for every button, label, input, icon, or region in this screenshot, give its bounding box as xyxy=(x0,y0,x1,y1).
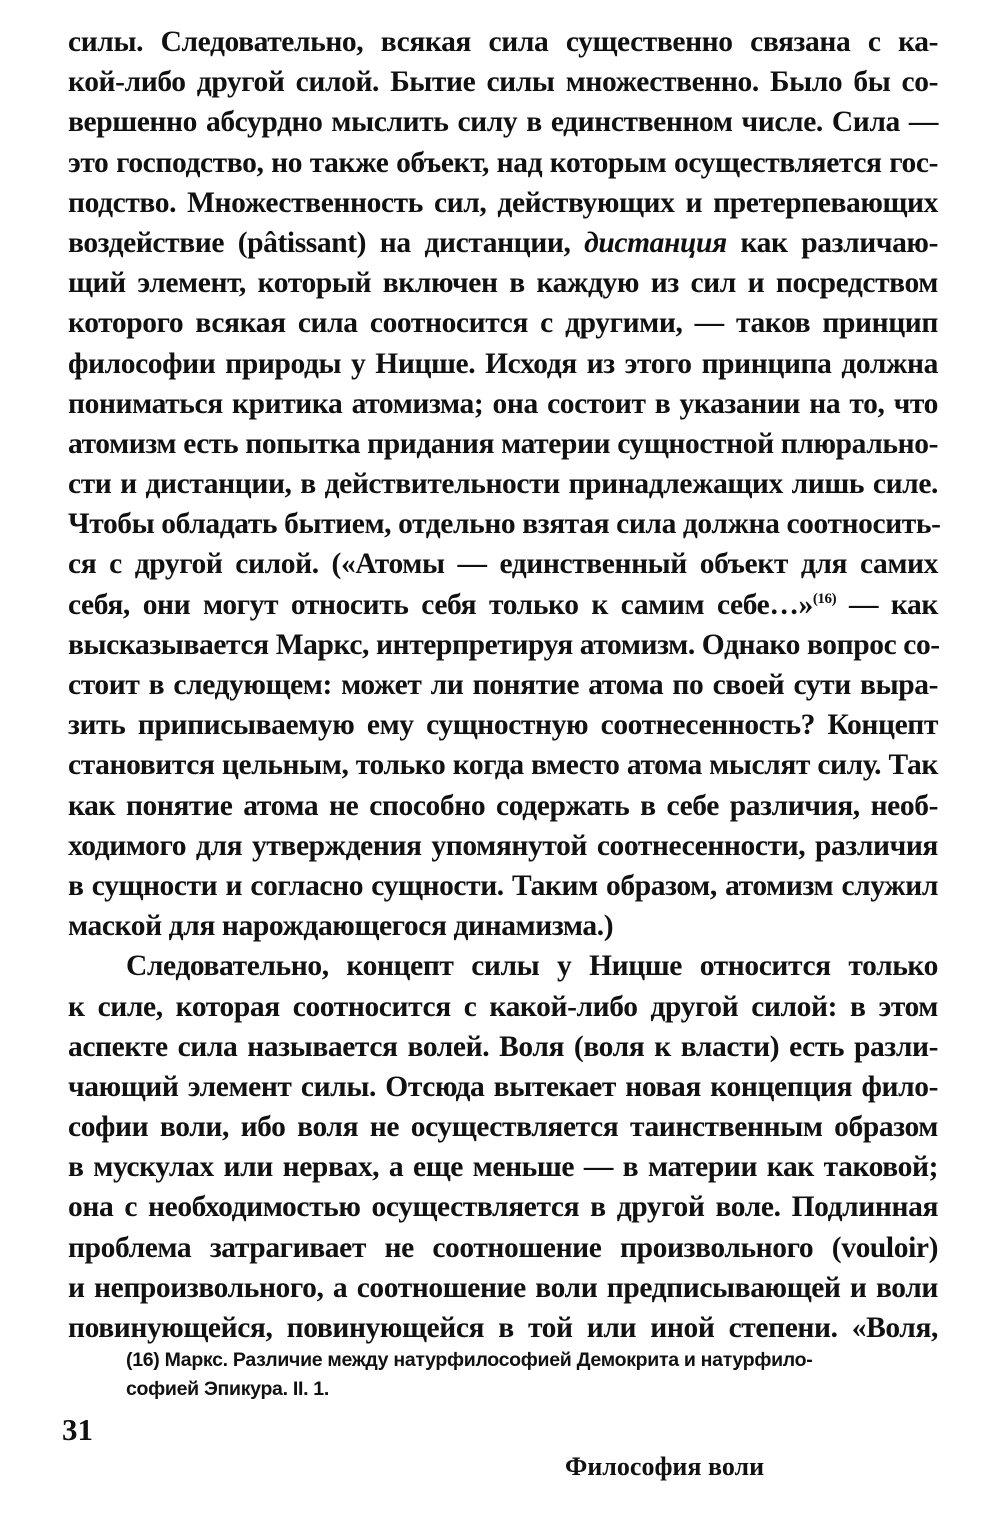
text-line: которого всякая сила соотносится с другими, — таков принцип xyxy=(68,307,938,340)
text-line: стоит в следующем: может ли понятие атома по своей сути выра- xyxy=(68,669,938,701)
text-line: проблема затрагивает не соотношение произвольного (vouloir) xyxy=(68,1231,938,1264)
text-line: повинующейся, повинующейся в той или иной степени. «Воля, xyxy=(68,1312,938,1344)
text-line: и непроизвольного, а соотношение воли предписывающей и воли xyxy=(68,1271,938,1304)
text-segment: воздействие (pâtissant) на дистанции, xyxy=(68,226,585,259)
main-text xyxy=(68,22,941,1348)
text-line: атомизм есть попытка придания материи сущностной плюрально- xyxy=(68,427,938,460)
page-number: 31 xyxy=(62,1412,93,1447)
text-segment: — как xyxy=(836,588,938,621)
text-line: софии воли, ибо воля не осуществляется таинственным образом xyxy=(68,1111,938,1144)
running-footer: Философия воли xyxy=(565,1452,765,1481)
text-line: высказывается Маркс, интерпретируя атомизм. Однако вопрос со- xyxy=(68,628,940,661)
text-line: ся с другой силой. («Атомы — единственный объект для самих xyxy=(68,548,938,581)
footnote-line: (16) Маркс. Различие между натурфилософией Демокрита и натурфило- xyxy=(126,1349,813,1371)
text-line: это господство, но также объект, над которым осуществляется гос- xyxy=(68,146,938,179)
footnote xyxy=(126,1346,896,1404)
footnote-reference[interactable]: (16) xyxy=(812,590,837,607)
text-line: подство. Множественность сил, действующих и претерпевающих xyxy=(68,186,938,219)
text-line: философии природы у Ницше. Исходя из этого принципа должна xyxy=(68,347,938,380)
italic-term: дистанция xyxy=(584,226,727,259)
footnote-line: софией Эпикура. II. 1. xyxy=(126,1378,329,1400)
text-segment: как различаю- xyxy=(726,226,938,259)
text-line: к силе, которая соотносится с какой-либо другой силой: в этом xyxy=(68,990,938,1023)
text-line: вершенно абсурдно мыслить силу в единственном числе. Сила — xyxy=(68,106,938,139)
text-line: она с необходимостью осуществляется в другой воле. Подлинная xyxy=(68,1191,938,1224)
text-line: становится цельным, только когда вместо атома мыслят силу. Так xyxy=(68,749,938,782)
text-line: пониматься критика атомизма; она состоит в указании на то, что xyxy=(68,387,938,420)
text-line: ходимого для утверждения упомянутой соотнесенности, различия xyxy=(68,829,938,862)
text-line: зить приписываемую ему сущностную соотнесенность? Концепт xyxy=(68,709,938,742)
text-line: маской для нарождающегося динамизма.) xyxy=(68,910,614,943)
text-line: силы. Следовательно, всякая сила существенно связана с ка- xyxy=(68,26,938,58)
text-line: как понятие атома не способно содержать в себе различия, необ- xyxy=(68,789,938,822)
text-line: сти и дистанции, в действительности принадлежащих лишь силе. xyxy=(68,468,938,501)
text-line: кой-либо другой силой. Бытие силы множественно. Было бы со- xyxy=(68,66,938,99)
text-line: в мускулах или нервах, а еще меньше — в материи как таковой; xyxy=(68,1151,938,1184)
text-line: чающий элемент силы. Отсюда вытекает новая концепция фило- xyxy=(68,1070,938,1103)
text-line-with-italic xyxy=(68,223,938,263)
text-segment: себя, они могут относить себя только к самим себе…» xyxy=(68,588,813,621)
text-line-with-footnote-ref xyxy=(68,585,938,625)
text-line: щий элемент, который включен в каждую из сил и посредством xyxy=(68,267,938,300)
text-line: Чтобы обладать бытием, отдельно взятая сила должна соотносить- xyxy=(68,508,941,541)
paragraph-first-line: Следовательно, концепт силы у Ницше относится только xyxy=(126,950,938,983)
text-line: аспекте сила называется волей. Воля (воля к власти) есть разли- xyxy=(68,1030,938,1063)
text-line: в сущности и согласно сущности. Таким образом, атомизм служил xyxy=(68,869,938,902)
